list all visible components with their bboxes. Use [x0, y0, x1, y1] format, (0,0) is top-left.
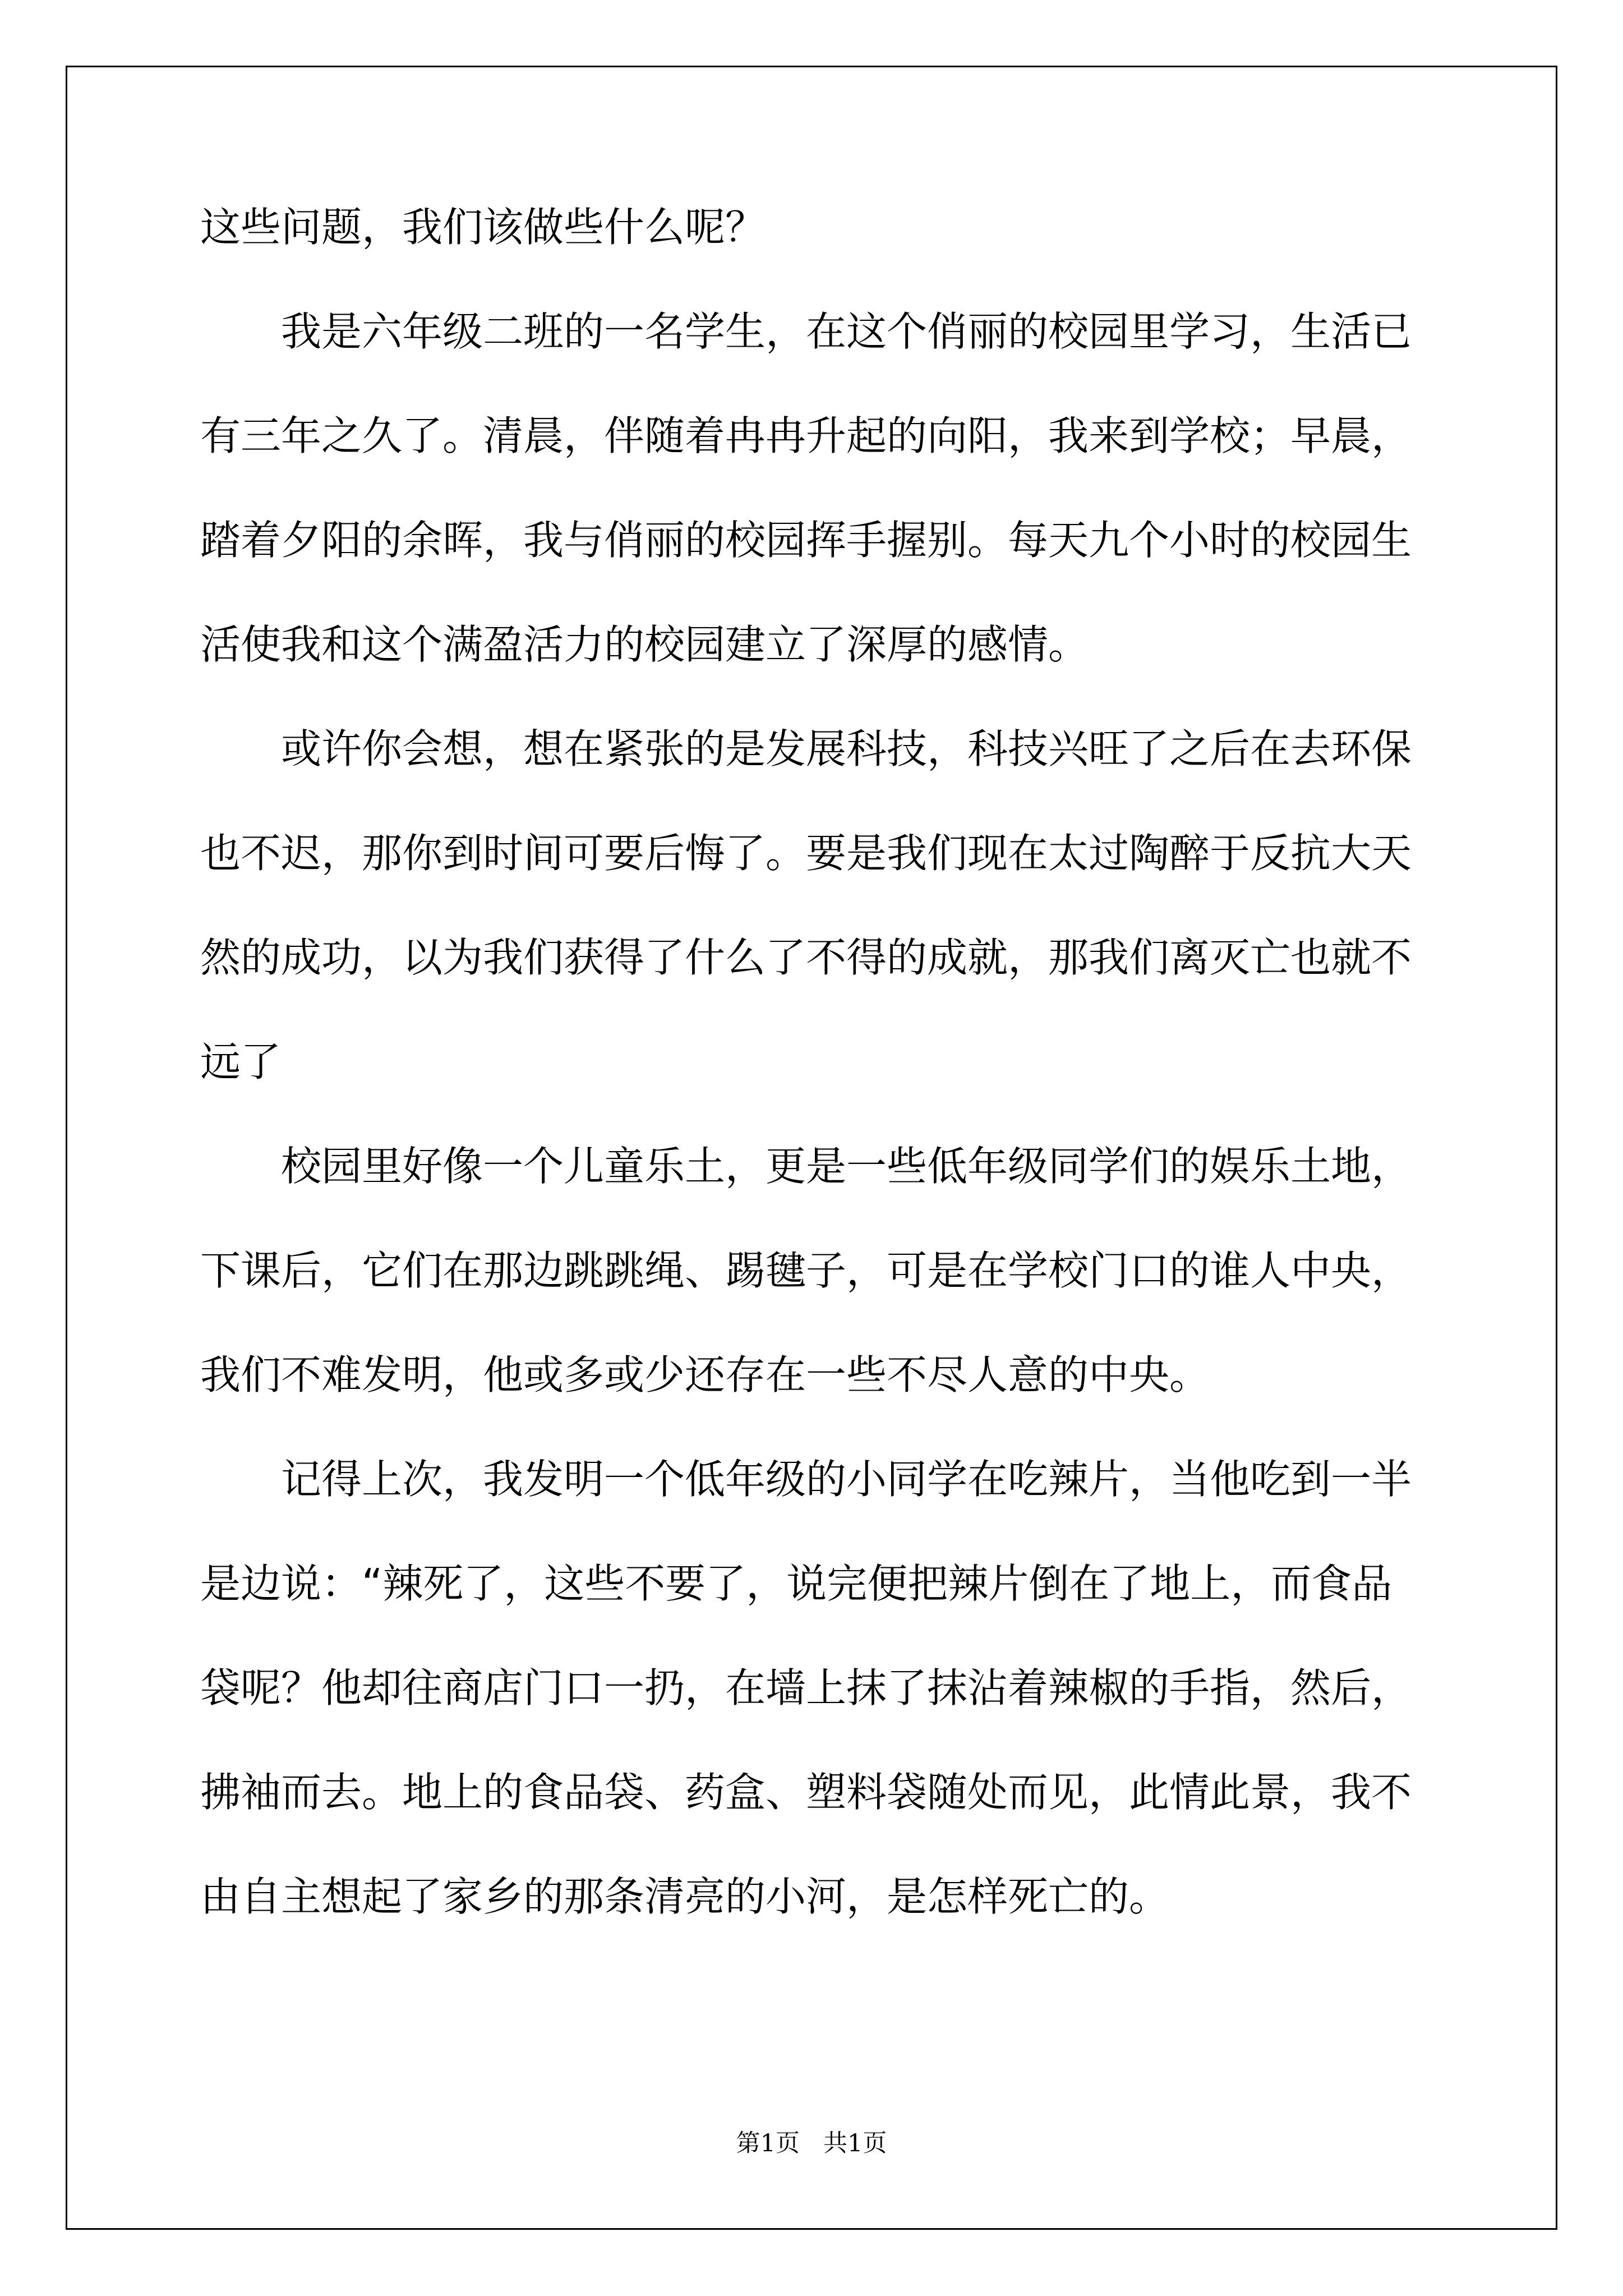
text-line: 拂袖而去。地上的食品袋、药盒、塑料袋随处而见，此情此景，我不 — [200, 1769, 1412, 1816]
text-line: 活使我和这个满盈活力的校园建立了深厚的感情。 — [200, 621, 1089, 668]
text-line: 这些问题，我们该做些什么呢？ — [200, 204, 766, 251]
text-line: 袋呢？他却往商店门口一扔，在墙上抹了抹沾着辣椒的手指，然后， — [200, 1664, 1412, 1711]
text-line: 远了 — [200, 1038, 282, 1085]
text-line: 由自主想起了家乡的那条清亮的小河，是怎样死亡的。 — [200, 1873, 1170, 1920]
page-footer — [0, 2124, 1623, 2159]
text-line: 校园里好像一个儿童乐土，更是一些低年级同学们的娱乐土地， — [200, 1143, 1412, 1190]
text-line: 我们不难发明，他或多或少还存在一些不尽人意的中央。 — [200, 1351, 1210, 1398]
text-line: 我是六年级二班的一名学生，在这个俏丽的校园里学习，生活已 — [200, 308, 1412, 355]
page-total: 共1页 — [823, 2129, 887, 2157]
text-line: 踏着夕阳的余晖，我与俏丽的校园挥手握别。每天九个小时的校园生 — [200, 517, 1412, 564]
text-line: 是边说：“辣死了，这些不要了，说完便把辣片倒在了地上，而食品 — [200, 1560, 1393, 1607]
text-line: 有三年之久了。清晨，伴随着冉冉升起的向阳，我来到学校；早晨， — [200, 412, 1412, 459]
text-line: 也不迟，那你到时间可要后悔了。要是我们现在太过陶醉于反抗大天 — [200, 830, 1412, 877]
document-body — [200, 201, 1434, 1923]
page-number: 第1页 — [736, 2129, 800, 2157]
text-line: 或许你会想，想在紧张的是发展科技，科技兴旺了之后在去环保 — [200, 725, 1412, 772]
text-line: 记得上次，我发明一个低年级的小同学在吃辣片，当他吃到一半 — [200, 1456, 1412, 1503]
text-line: 下课后，它们在那边跳跳绳、踢毽子，可是在学校门口的谁人中央， — [200, 1247, 1412, 1294]
text-line: 然的成功，以为我们获得了什么了不得的成就，那我们离灭亡也就不 — [200, 934, 1412, 981]
